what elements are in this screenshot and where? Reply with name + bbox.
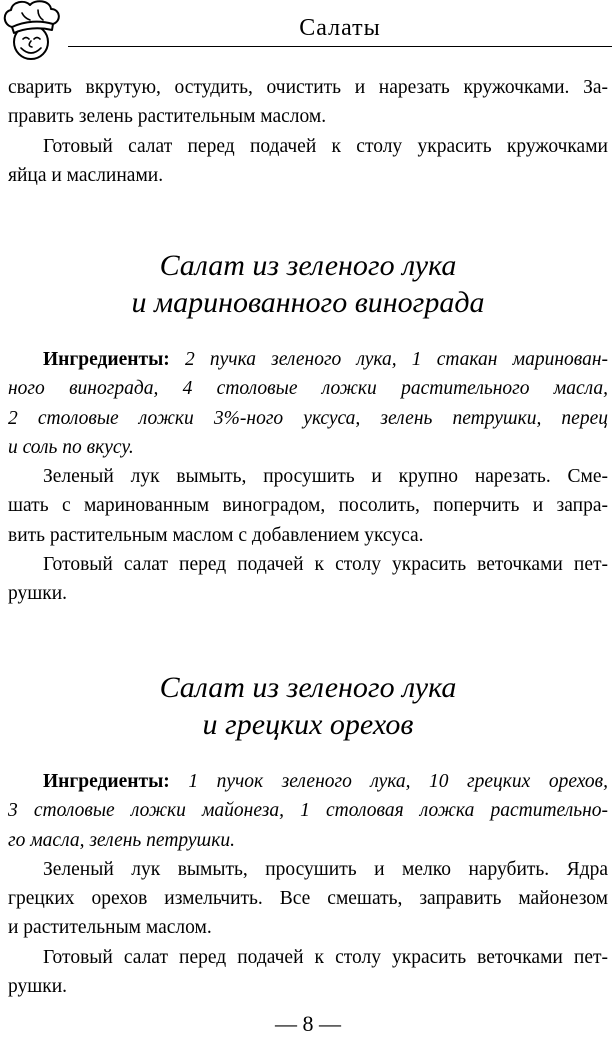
- chef-icon: [0, 0, 66, 62]
- running-header-title: Салаты: [299, 15, 381, 41]
- ingredients-paragraph: [8, 767, 608, 855]
- ingredients-text: ного винограда, 4 столовые ложки растительного масла,: [8, 378, 608, 400]
- recipe-title-line: Салат из зеленого лука: [159, 671, 457, 704]
- ingredients-text: 3 столовые ложки майонеза, 1 столовая ложка растительно-: [8, 800, 608, 822]
- ingredients-label: Ингредиенты:: [43, 349, 170, 370]
- serving-paragraph: [8, 550, 608, 609]
- method-paragraph: [8, 462, 608, 550]
- serving-paragraph: [8, 132, 608, 191]
- chef-icon-graphic: [0, 0, 66, 62]
- ingredients-text: 2 пучка зеленого лука, 1 стакан маринован-: [184, 349, 608, 370]
- text-line: Готовый салат перед подачей к столу украсить веточками пет-: [43, 946, 608, 968]
- ingredients-text: 1 пучок зеленого лука, 10 грецких орехов,: [188, 771, 609, 792]
- text-line: править зелень растительным маслом.: [8, 106, 327, 128]
- paragraph: [8, 73, 608, 132]
- text-line: сварить вкрутую, остудить, очистить и нарезать кружочками. За-: [8, 77, 608, 98]
- recipe-title-line: и маринованного винограда: [131, 286, 485, 319]
- text-line: [8, 345, 608, 374]
- header-rule: [68, 46, 612, 47]
- text-line: Готовый салат перед подачей к столу украсить веточками пет-: [43, 554, 608, 576]
- recipe-body: [8, 767, 608, 1001]
- text-line: яйца и маслинами.: [8, 164, 164, 186]
- intro-section: [8, 73, 608, 190]
- recipe-title-line: и грецких орехов: [202, 708, 414, 741]
- text-line: рушки.: [8, 583, 68, 605]
- text-line: Зеленый лук вымыть, просушить и мелко нарубить. Ядра: [43, 858, 608, 880]
- text-line: Зеленый лук вымыть, просушить и крупно нарезать. Сме-: [43, 466, 608, 488]
- ingredients-paragraph: [8, 345, 608, 462]
- serving-paragraph: [8, 943, 608, 1002]
- text-line: [8, 767, 608, 796]
- text-line: шать с маринованным виноградом, посолить, поперчить и запра-: [8, 495, 608, 517]
- text-line: грецких орехов измельчить. Все смешать, заправить майонезом: [8, 888, 608, 910]
- recipe-body: [8, 345, 608, 609]
- recipe-title-line: Салат из зеленого лука: [159, 249, 457, 282]
- text-line: Готовый салат перед подачей к столу украсить кружочками: [43, 135, 608, 157]
- text-line: рушки.: [8, 976, 68, 998]
- text-line: и растительным маслом.: [8, 917, 212, 939]
- recipe-title: [0, 669, 616, 743]
- ingredients-label: Ингредиенты:: [43, 771, 170, 792]
- ingredients-text: и соль по вкусу.: [8, 436, 134, 458]
- recipe-title: [0, 247, 616, 321]
- text-line: вить растительным маслом с добавлением уксуса.: [8, 524, 424, 546]
- ingredients-text: го масла, зелень петрушки.: [8, 829, 236, 851]
- ingredients-text: 2 столовые ложки 3%-ного уксуса, зелень петрушки, перец: [8, 407, 608, 429]
- page-number: — 8 —: [275, 1011, 341, 1036]
- method-paragraph: [8, 855, 608, 943]
